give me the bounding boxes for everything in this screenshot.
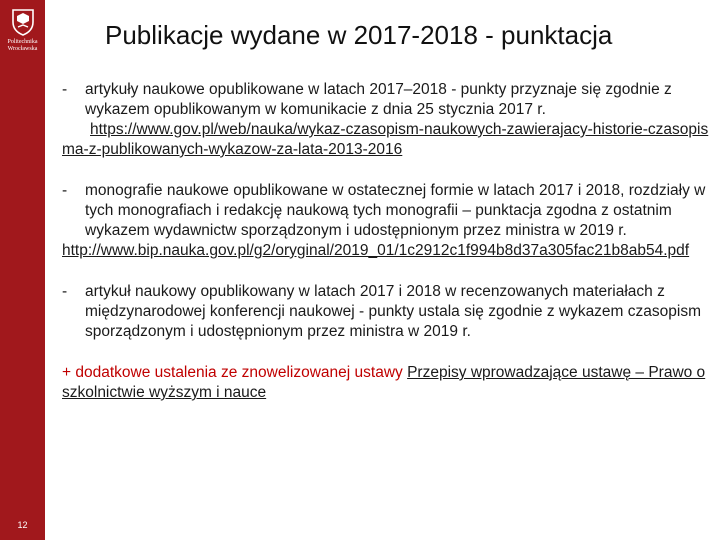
university-logo: [4, 8, 41, 53]
item-text: artykuły naukowe opublikowane w latach 2017–2018 - punkty przyznaje się zgodnie z wykazem opublikowanym w komunikacie z dnia 25 stycznia 2017 r.: [85, 81, 672, 118]
slide-title: Publikacje wydane w 2017-2018 - punktacja: [105, 20, 613, 50]
item-text: artykuł naukowy opublikowany w latach 2017 i 2018 w recenzowanych materiałach z międzynarodowej konferencji naukowej - punkty ustala się zgodnie z wykazem czasopism sporządzonym i udostępnionym przez ministra w 2019 r.: [85, 283, 701, 340]
page-number: 12: [17, 520, 28, 530]
law-link[interactable]: Przepisy wprowadzające ustawę – Prawo o szkolnictwie wyższym i nauce: [62, 364, 706, 401]
slide-content: [62, 80, 712, 403]
bullet-dash: -: [62, 283, 68, 300]
bullet-dash: -: [62, 182, 68, 199]
additional-note: [62, 363, 712, 403]
note-highlight: + dodatkowe ustalenia ze znowelizowanej ustawy: [62, 364, 403, 381]
article-list-link[interactable]: https://www.gov.pl/web/nauka/wykaz-czasopism-naukowych-zawierajacy-historie-czasopisma-z-publikowanych-wykazow-za-lata-2013-2016: [62, 121, 709, 158]
list-item-conference: [62, 282, 712, 342]
list-item-monographs: [62, 181, 712, 261]
publisher-list-link[interactable]: http://www.bip.nauka.gov.pl/g2/oryginal/2019_01/1c2912c1f994b8d37a305fac21b8ab54.pdf: [62, 242, 690, 259]
logo-line-2: Wrocławska: [7, 46, 38, 52]
crest-icon: [11, 8, 35, 36]
item-text: monografie naukowe opublikowane w ostatecznej formie w latach 2017 i 2018, rozdziały w tych monografiach i redakcję naukową tych monografii – punktacja zgodna z ostatnim wykazem wydawnictw sporządzonym i udostępnionym przez ministra w 2019 r.: [85, 182, 706, 239]
bullet-dash: -: [62, 81, 68, 98]
sidebar: [0, 0, 45, 540]
logo-line-1: Politechnika: [7, 39, 38, 45]
list-item-articles: [62, 80, 712, 160]
